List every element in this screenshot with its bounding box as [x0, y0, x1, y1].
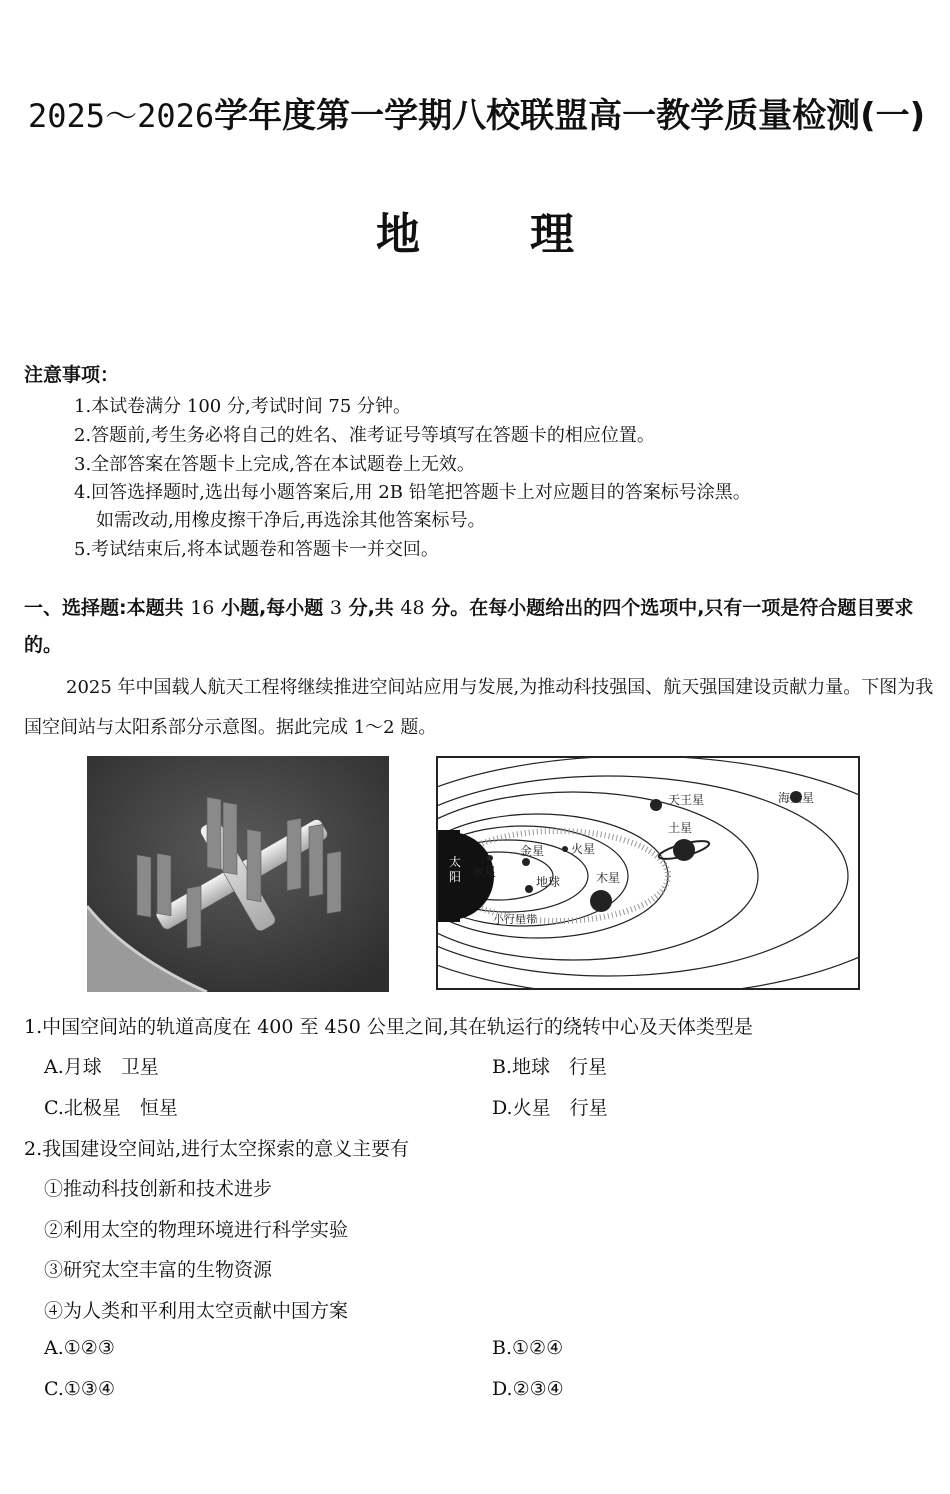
- question-2-option-d[interactable]: D.②③④: [492, 1378, 564, 1400]
- section-score: 3: [329, 597, 342, 619]
- uranus-label: 天王星: [668, 793, 705, 807]
- section-total: 48: [400, 597, 425, 619]
- notice-item-4-cont: 如需改动,用橡皮擦干净后,再选涂其他答案标号。: [96, 510, 486, 531]
- section-count: 16: [190, 597, 215, 619]
- question-2-option-a[interactable]: A.①②③: [44, 1337, 115, 1359]
- solar-system-diagram: [436, 756, 860, 990]
- uranus-dot: [650, 799, 662, 811]
- question-2-item-2: ②利用太空的物理环境进行科学实验: [44, 1219, 349, 1241]
- sun-label-top: 太: [448, 855, 462, 869]
- jupiter-dot: [590, 890, 612, 912]
- question-1-option-a[interactable]: A.月球 卫星: [44, 1056, 159, 1078]
- subject-title: 地理: [376, 209, 684, 260]
- neptune-label: 海王星: [778, 791, 815, 805]
- question-2-stem: 2.我国建设空间站,进行太空探索的意义主要有: [24, 1138, 410, 1160]
- notice-heading: 注意事项：: [24, 364, 120, 386]
- section-text-2: 小题,每小题: [214, 597, 330, 619]
- question-2-option-b[interactable]: B.①②④: [492, 1337, 564, 1359]
- section-text-3: 分,共: [341, 597, 401, 619]
- notice-item-3: 3.全部答案在答题卡上完成,答在本试题卷上无效。: [74, 454, 475, 475]
- question-1-option-c[interactable]: C.北极星 恒星: [44, 1097, 178, 1119]
- question-2-item-3: ③研究太空丰富的生物资源: [44, 1259, 273, 1281]
- exam-title-text: 学年度第一学期八校联盟高一教学质量检测(一): [214, 96, 926, 136]
- question-1-stem: 1.中国空间站的轨道高度在 400 至 450 公里之间,其在轨运行的绕转中心及天体类型是: [24, 1016, 753, 1038]
- notice-item-4: 4.回答选择题时,选出每小题答案后,用 2B 铅笔把答题卡上对应题目的答案标号涂黑。: [74, 482, 751, 503]
- mercury-label: 水星: [472, 865, 497, 879]
- question-2-option-c[interactable]: C.①③④: [44, 1378, 115, 1400]
- question-1-option-b[interactable]: B.地球 行星: [492, 1056, 608, 1078]
- question-1-option-d[interactable]: D.火星 行星: [492, 1097, 608, 1119]
- question-2-item-4: ④为人类和平利用太空贡献中国方案: [44, 1300, 349, 1322]
- section-text-4: 分。在每小题给出的四个选项中,只有一项是符合题目要求的。: [24, 597, 914, 656]
- notice-item-5: 5.考试结束后,将本试题卷和答题卡一并交回。: [74, 539, 439, 560]
- section-heading: [24, 590, 934, 664]
- mercury-dot: [487, 855, 493, 861]
- earth-dot: [525, 885, 533, 893]
- venus-dot: [522, 858, 530, 866]
- mars-dot: [562, 846, 568, 852]
- question-intro: 2025 年中国载人航天工程将继续推进空间站应用与发展,为推动科技强国、航天强国建设贡献力量。下图为我国空间站与太阳系部分示意图。据此完成 1～2 题。: [24, 677, 934, 738]
- question-2-item-1: ①推动科技创新和技术进步: [44, 1178, 273, 1200]
- sun-label-bottom: 阳: [448, 870, 462, 884]
- earth-label: 地球: [536, 875, 561, 889]
- space-station-illustration: [87, 756, 389, 992]
- section-text-1: 一、选择题:本题共: [24, 597, 191, 619]
- venus-label: 金星: [520, 844, 545, 858]
- jupiter-label: 木星: [596, 871, 621, 885]
- exam-title: [28, 88, 928, 137]
- saturn-label: 土星: [668, 821, 693, 835]
- asteroid-belt-label: 小行星带: [493, 913, 537, 926]
- exam-year: 2025～2026: [28, 97, 215, 135]
- notice-item-2: 2.答题前,考生务必将自己的姓名、准考证号等填写在答题卡的相应位置。: [74, 425, 655, 446]
- space-station-photo: [87, 756, 389, 992]
- solar-system-svg: [438, 758, 860, 990]
- notice-item-1: 1.本试卷满分 100 分,考试时间 75 分钟。: [74, 396, 412, 417]
- mars-label: 火星: [571, 842, 596, 856]
